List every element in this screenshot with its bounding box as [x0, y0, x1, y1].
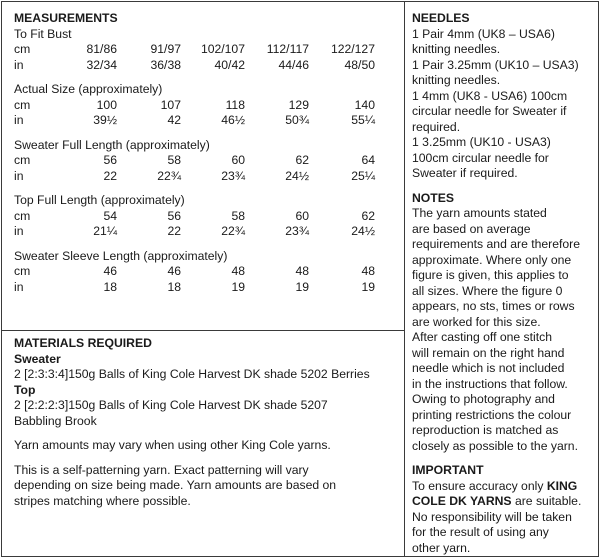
important-line-2: [412, 494, 592, 510]
needles-line: knitting needles.: [412, 73, 501, 87]
measurement-unit: cm: [14, 97, 31, 112]
needles-line: 1 Pair 3.25mm (UK10 – USA3): [412, 57, 579, 72]
measurement-value: 24½: [285, 168, 309, 183]
measurement-group: [14, 249, 396, 296]
measurement-value: 22: [167, 224, 181, 238]
needles-line: knitting needles.: [412, 42, 501, 56]
measurement-value: 21¼: [93, 224, 117, 238]
measurement-unit: cm: [14, 42, 31, 56]
measurement-value: 42: [167, 113, 181, 127]
measurement-row: [14, 264, 396, 280]
measurement-group: [14, 82, 396, 129]
needles-list: [412, 27, 592, 182]
notes-line: After casting off one stitch: [412, 330, 553, 344]
measurements-table: [14, 27, 396, 296]
measurement-value: 55¼: [351, 113, 375, 127]
notes-line: closely as possible to the yarn.: [412, 438, 578, 453]
measurement-value: 48: [295, 264, 309, 278]
measurement-value: 56: [103, 153, 117, 167]
measurement-value: 32/34: [86, 57, 117, 72]
measurement-value: 19: [361, 279, 375, 294]
measurement-unit: in: [14, 168, 24, 183]
measurement-value: 56: [167, 208, 181, 223]
measurement-value: 19: [295, 279, 309, 294]
measurement-row: [14, 280, 396, 296]
needles-line: circular needle for Sweater if: [412, 104, 567, 118]
measurement-value: 39½: [93, 113, 117, 127]
notes-line: printing restrictions the colour: [412, 407, 572, 422]
self-patterning-note-line-1: This is a self-patterning yarn. Exact patterning will vary: [14, 462, 309, 477]
notes-title: NOTES: [412, 190, 454, 205]
self-patterning-note-line-3: stripes matching where possible.: [14, 493, 191, 508]
notes-line: will remain on the right hand: [412, 345, 565, 360]
important-section: [412, 463, 592, 556]
important-title: IMPORTANT: [412, 463, 484, 477]
notes-line: figure is given, this applies to: [412, 268, 569, 282]
measurement-value: 129: [288, 97, 309, 112]
notes-line: are based on average: [412, 221, 531, 236]
measurement-row: [14, 113, 396, 129]
measurement-value: 81/86: [86, 42, 117, 56]
measurement-value: 23¾: [285, 224, 309, 238]
measurement-value: 23¾: [221, 168, 245, 183]
notes-line: all sizes. Where the figure 0: [412, 283, 563, 298]
needles-line: Sweater if required.: [412, 166, 518, 180]
notes-line: reproduction is matched as: [412, 423, 559, 437]
info-sidebar: [404, 1, 599, 557]
measurement-value: 60: [231, 153, 245, 167]
measurement-value: 100: [96, 97, 117, 112]
measurement-value: 140: [354, 97, 375, 112]
needles-line: 100cm circular needle for: [412, 150, 549, 165]
measurement-value: 46: [103, 264, 117, 278]
notes-line: The yarn amounts stated: [412, 206, 547, 220]
measurement-value: 22¾: [157, 168, 181, 183]
yarn-amount-note: Yarn amounts may vary when using other King Cole yarns.: [14, 438, 331, 452]
pattern-info-page: [1, 1, 599, 557]
measurement-value: 58: [167, 153, 181, 167]
notes-line: approximate. Where only one: [412, 252, 572, 267]
measurement-value: 25¼: [351, 168, 375, 183]
measurement-value: 44/46: [278, 57, 309, 72]
measurement-unit: cm: [14, 208, 31, 223]
measurement-value: 58: [231, 208, 245, 223]
measurement-value: 102/107: [200, 42, 245, 56]
measurement-unit: cm: [14, 264, 31, 278]
measurement-value: 64: [361, 153, 375, 167]
top-heading: Top: [14, 382, 36, 397]
measurement-row: [14, 153, 396, 169]
important-brand-2: COLE DK YARNS: [412, 494, 512, 508]
needles-line: 1 4mm (UK8 - USA6) 100cm: [412, 88, 568, 103]
measurement-value: 60: [295, 208, 309, 223]
notes-line: appears, no sts, times or rows: [412, 299, 575, 313]
important-line: other yarn.: [412, 540, 471, 555]
measurement-group-label: Actual Size (approximately): [14, 82, 163, 96]
notes-line: Owing to photography and: [412, 392, 555, 406]
measurement-value: 48: [231, 264, 245, 278]
measurement-value: 19: [231, 279, 245, 294]
measurement-value: 107: [160, 97, 181, 112]
measurement-value: 46½: [221, 113, 245, 127]
notes-line: needle which is not included: [412, 361, 565, 375]
needles-line: 1 Pair 4mm (UK8 – USA6): [412, 26, 555, 41]
measurement-unit: in: [14, 57, 24, 72]
measurement-group-label: Sweater Full Length (approximately): [14, 137, 210, 152]
measurement-value: 22¾: [221, 224, 245, 238]
measurement-row: [14, 42, 396, 58]
important-line: for the result of using any: [412, 525, 549, 539]
measurement-row: [14, 98, 396, 114]
important-line-2-text: are suitable.: [511, 494, 582, 508]
measurement-group: [14, 193, 396, 240]
measurement-value: 112/117: [266, 42, 309, 56]
measurement-row: [14, 169, 396, 185]
needles-title: NEEDLES: [412, 11, 470, 25]
needles-section: [412, 11, 592, 182]
measurement-group-label: To Fit Bust: [14, 26, 72, 41]
measurement-value: 50¾: [285, 113, 309, 127]
measurement-group-label: Top Full Length (approximately): [14, 193, 185, 207]
self-patterning-note: [14, 463, 396, 510]
important-line: No responsibility will be taken: [412, 509, 572, 524]
measurement-value: 118: [225, 97, 245, 112]
measurement-value: 36/38: [150, 57, 181, 72]
important-line-1: [412, 479, 592, 495]
measurement-group-label: Sweater Sleeve Length (approximately): [14, 248, 228, 263]
important-line-1-text: To ensure accuracy only: [412, 478, 547, 493]
materials-title: MATERIALS REQUIRED: [14, 336, 152, 350]
measurement-value: 18: [167, 279, 181, 294]
measurement-row: [14, 209, 396, 225]
sweater-heading: Sweater: [14, 351, 61, 366]
needles-line: required.: [412, 119, 461, 134]
needles-line: 1 3.25mm (UK10 - USA3): [412, 135, 551, 149]
measurement-group: [14, 138, 396, 185]
measurements-panel: [1, 1, 405, 331]
measurement-row: [14, 58, 396, 74]
measurement-unit: in: [14, 224, 24, 238]
notes-line: in the instructions that follow.: [412, 376, 568, 391]
materials-panel: [1, 330, 405, 557]
measurement-value: 40/42: [214, 57, 245, 72]
measurements-title: MEASUREMENTS: [14, 11, 118, 25]
measurement-unit: in: [14, 113, 24, 127]
top-yarn-text-line-1: 2 [2:2:2:3]150g Balls of King Cole Harvest DK shade 5207: [14, 398, 328, 412]
measurement-value: 62: [361, 208, 375, 223]
measurement-value: 48: [361, 264, 375, 278]
notes-text: [412, 206, 592, 454]
notes-section: [412, 191, 592, 455]
measurement-group: [14, 27, 396, 74]
measurement-value: 46: [167, 264, 181, 278]
notes-line: are worked for this size.: [412, 314, 541, 329]
measurement-value: 48/50: [344, 57, 375, 72]
measurement-unit: cm: [14, 153, 31, 167]
sweater-yarn-text: 2 [2:3:3:4]150g Balls of King Cole Harvest DK shade 5202 Berries: [14, 367, 370, 381]
top-yarn-text-line-2: Babbling Brook: [14, 413, 97, 428]
measurement-value: 122/127: [330, 42, 375, 56]
measurement-value: 22: [103, 168, 117, 183]
measurement-value: 91/97: [150, 42, 181, 56]
measurement-value: 54: [103, 208, 117, 223]
self-patterning-note-line-2: depending on size being made. Yarn amounts are based on: [14, 478, 337, 492]
measurement-row: [14, 224, 396, 240]
measurement-value: 24½: [351, 224, 375, 238]
important-text: [412, 510, 592, 557]
measurement-value: 18: [103, 279, 117, 294]
measurement-unit: in: [14, 279, 24, 294]
notes-line: requirements and are therefore: [412, 237, 581, 251]
measurement-value: 62: [295, 153, 309, 167]
important-brand-1: KING: [546, 478, 578, 493]
